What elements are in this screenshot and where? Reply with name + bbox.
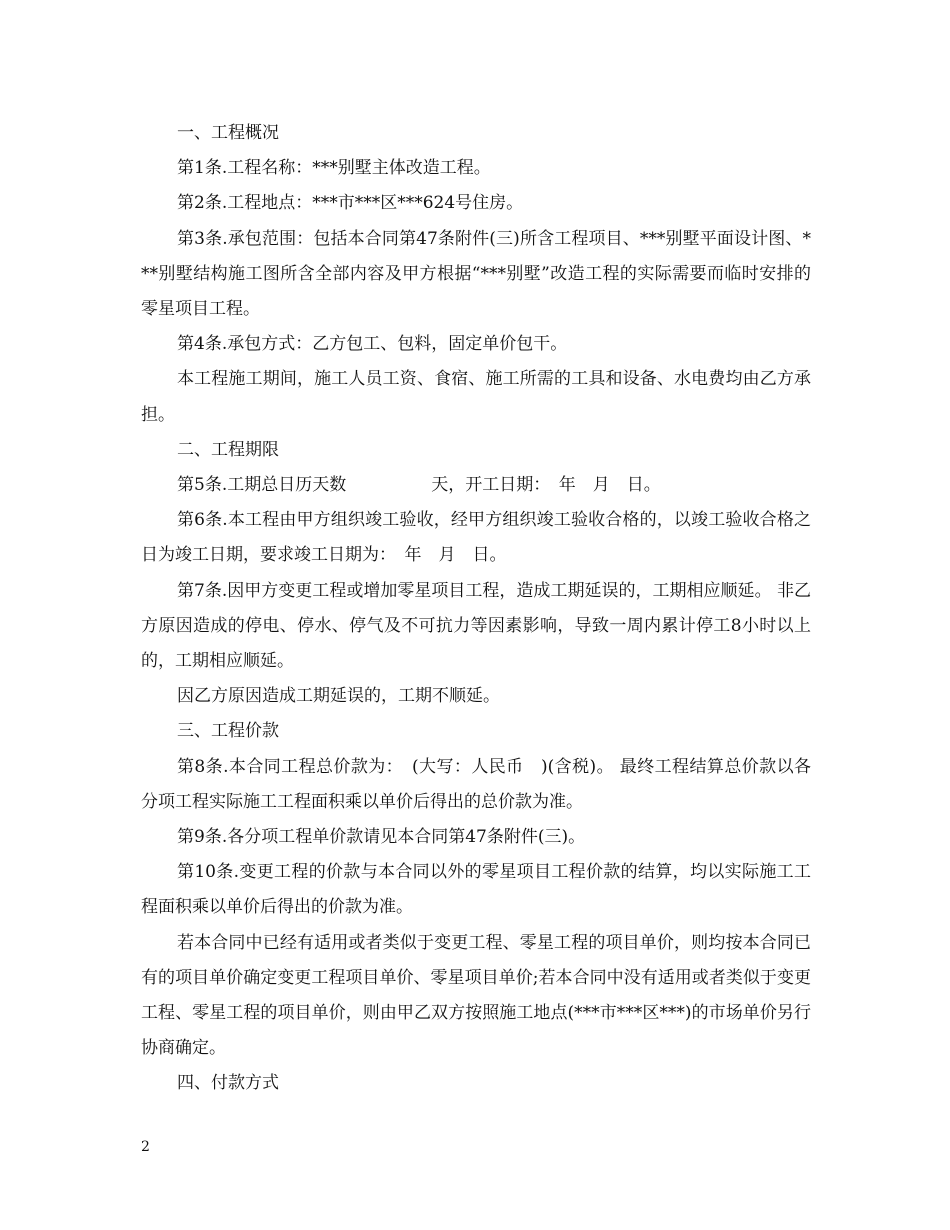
paragraph-construction-costs: 本工程施工期间，施工人员工资、食宿、施工所需的工具和设备、水电费均由乙方承担。 [141, 369, 811, 425]
document-body [141, 116, 811, 1102]
paragraph-no-extension: 因乙方原因造成工期延误的，工期不顺延。 [177, 686, 500, 707]
clause-2-project-location: 第2条.工程地点：***市***区***624号住房。 [177, 193, 524, 214]
clause-7-extension: 第7条.因甲方变更工程或增加零星项目工程，造成工期延误的，工期相应顺延。 非乙方原因造成的停电、停水、停气及不可抗力等因素影响，导致一周内累计停工8小时以上的，工期相应顺延。 [141, 580, 811, 672]
section-heading-project-period: 二、工程期限 [177, 439, 279, 460]
clause-4-contract-method: 第4条.承包方式：乙方包工、包料，固定单价包干。 [177, 334, 568, 355]
section-heading-project-overview: 一、工程概况 [177, 123, 279, 143]
paragraph-unit-price-rules: 若本合同中已经有适用或者类似于变更工程、零星工程的项目单价，则均按本合同已有的项目单价确定变更工程项目单价、零星项目单价;若本合同中没有适用或者类似于变更工程、零星工程的项目单价，则由甲乙双方按照施工地点(***市***区***)的市场单价另行协商确定。 [141, 932, 811, 1059]
section-heading-payment-method: 四、付款方式 [177, 1073, 279, 1094]
clause-3-contract-scope: 第3条.承包范围：包括本合同第47条附件(三)所含工程项目、***别墅平面设计图、***别墅结构施工图所含全部内容及甲方根据“***别墅”改造工程的实际需要而临时安排的零星项目工程。 [141, 228, 811, 320]
clause-8-total-price: 第8条.本合同工程总价款为： (大写：人民币 )(含税)。 最终工程结算总价款以各分项工程实际施工工程面积乘以单价后得出的总价款为准。 [141, 756, 811, 812]
clause-5-total-days: 第5条.工期总日历天数 天，开工日期： 年 月 日。 [177, 475, 661, 496]
clause-9-unit-price: 第9条.各分项工程单价款请见本合同第47条附件(三)。 [177, 827, 586, 848]
page-number: 2 [141, 1139, 150, 1155]
section-heading-project-price: 三、工程价款 [177, 721, 279, 742]
clause-6-acceptance: 第6条.本工程由甲方组织竣工验收，经甲方组织竣工验收合格的，以竣工验收合格之日为竣工日期，要求竣工日期为： 年 月 日。 [141, 510, 811, 566]
clause-10-change-settlement: 第10条.变更工程的价款与本合同以外的零星项目工程价款的结算，均以实际施工工程面积乘以单价后得出的价款为准。 [141, 862, 811, 918]
clause-1-project-name: 第1条.工程名称：***别墅主体改造工程。 [177, 158, 491, 179]
